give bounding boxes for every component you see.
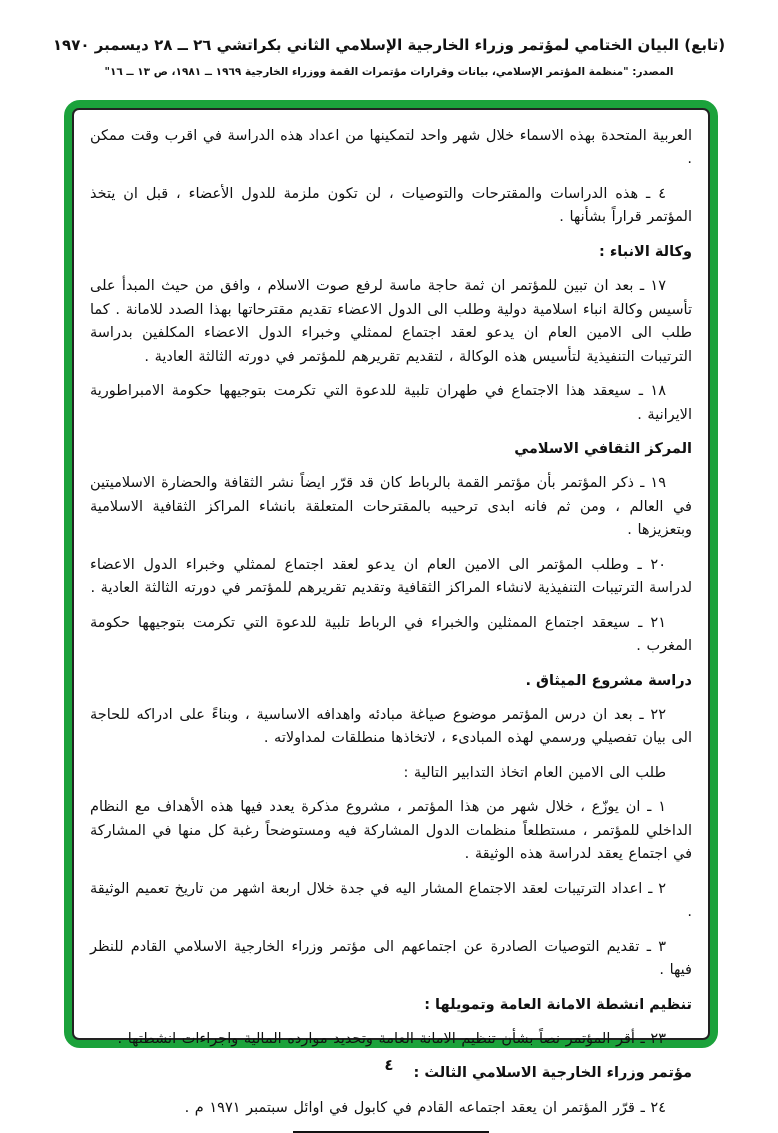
document-source-citation: المصدر: "منظمة المؤتمر الإسلامي، بيانات وقرارات مؤتمرات القمة ووزراء الخارجية ١٩٦٩ ــ ١٩٨١، ص ١٣ ــ ١٦" <box>104 66 674 78</box>
secretary-general-measures-intro: طلب الى الامين العام اتخاذ التدابير التالية : <box>403 764 666 781</box>
document-body <box>72 108 710 1116</box>
heading-islamic-cultural-center: المركز الثقافي الاسلامي <box>514 441 692 458</box>
paragraph-4: ٤ ـ هذه الدراسات والمقترحات والتوصيات ، لن تكون ملزمة للدول الأعضاء ، قبل ان يتخذ المؤتمر قراراً بشأنها . <box>90 185 692 226</box>
measure-1: ١ ـ ان يوزّع ، خلال شهر من هذا المؤتمر ، مشروع مذكرة يعدد فيها هذه الأهداف مع النظام الداخلي للمؤتمر ، مستطلعاً منظمات الدول المشاركة فيه ومستوضحاً رغبة كل منها في المشاركة في اجتماع يعقد لدراسة هذه الوثيقة . <box>90 799 692 863</box>
paragraph-22: ٢٢ ـ بعد ان درس المؤتمر موضوع صياغة مبادئه واهدافه الاساسية ، وبناءً على ادراكه للحاجة الى بيان تفصيلي ورسمي لهذه المبادىء ، لاتخاذها منطلقات لمداولاته . <box>90 706 692 747</box>
paragraph-24: ٢٤ ـ قرّر المؤتمر ان يعقد اجتماعه القادم في كابول في اوائل سبتمبر ١٩٧١ م . <box>184 1099 666 1116</box>
heading-charter-draft-study: دراسة مشروع الميثاق . <box>525 672 692 689</box>
paragraph-19: ١٩ ـ ذكر المؤتمر بأن مؤتمر القمة بالرباط كان قد قرّر ايضاً نشر الثقافة والحضارة الاسلاميتين في العالم ، ومن ثم فانه ابدى ترحيبه بالمقترحات المتعلقة بانشاء المراكز الثقافية الاسلامية وبتعزيزها . <box>90 475 692 539</box>
measure-2: ٢ ـ اعداد الترتيبات لعقد الاجتماع المشار اليه في جدة خلال اربعة اشهر من تاريخ تعميم الوثيقة . <box>90 880 692 921</box>
continuation-paragraph: العربية المتحدة بهذه الاسماء خلال شهر واحد لتمكينها من اعداد هذه الدراسة في اقرب وقت ممكن . <box>90 128 692 168</box>
document-title: (تابع) البيان الختامي لمؤتمر وزراء الخارجية الإسلامي الثاني بكراتشي ٢٦ ــ ٢٨ ديسمبر ١٩٧٠ <box>52 36 726 54</box>
page-number: ٤ <box>384 1056 394 1074</box>
paragraph-21: ٢١ ـ سيعقد اجتماع الممثلين والخبراء في الرباط تلبية للدعوة التي تكرمت بتوجيهها حكومة المغرب . <box>90 614 692 655</box>
paragraph-20: ٢٠ ـ وطلب المؤتمر الى الامين العام ان يدعو لعقد اجتماع لممثلي وخبراء الدول الاعضاء لدراسة الترتيبات التنفيذية لانشاء المراكز الثقافية وتقديم تقريرهم للمؤتمر في دورته الثالثة العادية . <box>90 556 692 597</box>
heading-news-agency: وكالة الانباء : <box>598 243 692 260</box>
measure-3: ٣ ـ تقديم التوصيات الصادرة عن اجتماعهم الى مؤتمر وزراء الخارجية الاسلامي القادم للنظر فيها . <box>90 938 692 979</box>
heading-secretariat-organization: تنظيم انشطة الامانة العامة وتمويلها : <box>424 996 692 1013</box>
paragraph-17: ١٧ ـ بعد ان تبين للمؤتمر ان ثمة حاجة ماسة لرفع صوت الاسلام ، وافق من حيث المبدأ على تأسيس وكالة انباء اسلامية دولية وطلب الى الدول الاعضاء تقديم مقترحاتها بهذا الصدد للامانة . كما طلب الى الامين العام ان يدعو لعقد اجتماع لممثلي وخبراء الدول الاعضاء المكلفين بدراسة الترتيبات التنفيذية لتأسيس هذه الوكالة ، لتقديم تقريرهم للمؤتمر في دورته الثالثة العادية . <box>90 278 692 365</box>
green-border-frame <box>64 100 718 1116</box>
paragraph-18: ١٨ ـ سيعقد هذا الاجتماع في طهران تلبية للدعوة التي تكرمت بتوجيهها حكومة الامبراطورية الايرانية . <box>90 383 692 423</box>
paragraph-23: ٢٣ ـ أقر المؤتمر نصاً بشأن تنظيم الامانة العامة وتحديد موارده المالية واجراءات انشطتها . <box>117 1030 666 1047</box>
heading-third-foreign-ministers-conference: مؤتمر وزراء الخارجية الاسلامي الثالث : <box>413 1065 692 1082</box>
